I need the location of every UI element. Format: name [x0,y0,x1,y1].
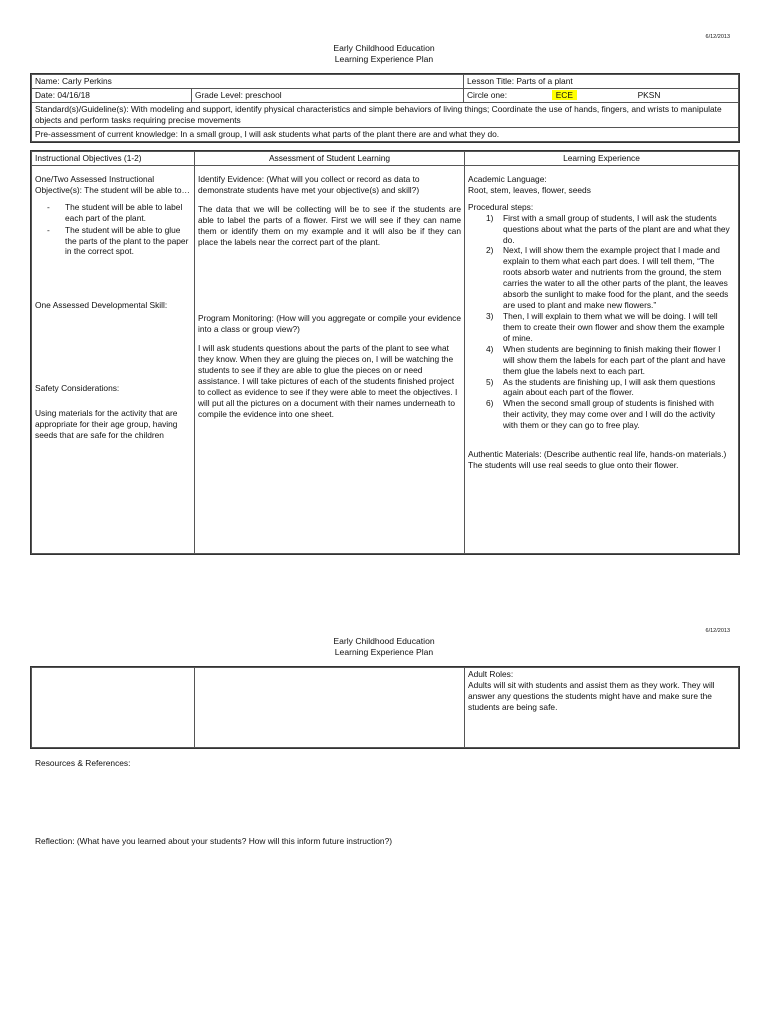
authentic-materials-label: Authentic Materials: (Describe authentic real life, hands-on materials.) [468,449,727,460]
identify-evidence-label: Identify Evidence: (What will you collect or record as data to demonstrate students have met your objective(s) and skill?) [198,173,420,195]
resources-label: Resources & References: [35,758,131,768]
procedural-step: 1) First with a small group of students, I will ask the students questions about what the parts of the plant are and what they do. [486,212,730,245]
header-subtitle: Learning Experience Plan [334,646,434,657]
lesson-info-table [30,73,740,143]
col-header-objectives: Instructional Objectives (1-2) [32,152,195,166]
experience-cell [465,165,739,553]
dev-skill-label: One Assessed Developmental Skill: [35,300,168,311]
name-cell: Name: Carly Perkins [32,75,464,89]
adult-roles-text: Adults will sit with students and assist them as they work. They will answer any questions the students might have and make sure the students are being safe. [468,679,715,712]
monitoring-text: I will ask students questions about the parts of the plant to see what they know. When they are gluing the pieces on, I will be watching the students to see if they are able to glue the pieces on or need assistance. I will take pictures of each of the students finished project to collect as evidence to see if they were able to meet the objectives. I will put all the pictures on a document with their names underneath to compile the evidence into one sheet. [198,343,458,419]
academic-language-text: Root, stem, leaves, flower, seeds [468,184,591,195]
empty-cell-middle [195,668,465,748]
authentic-materials-text: The students will use real seeds to glue onto their flower. [468,460,679,471]
adult-roles-label: Adult Roles: [468,669,514,679]
empty-cell-left [32,668,195,748]
header-subtitle: Learning Experience Plan [334,53,434,64]
safety-label: Safety Considerations: [35,383,120,394]
document-header-page2 [0,636,768,657]
procedural-step: 5) As the students are finishing up, I will ask them questions again about each part of the flower. [486,376,716,398]
header-title: Early Childhood Education [333,636,435,646]
circle-option-ece: ECE [552,90,577,100]
col-header-assessment: Assessment of Student Learning [195,152,465,166]
circle-one-label: Circle one: [467,89,508,100]
document-header [0,43,768,64]
procedural-step: 2) Next, I will show them the example project that I made and explain to them what each part does. I will tell them, “The roots absorb water and nutrients from the ground, the stem carries the water to all the other parts of the plant, the leaves absorb the sunlight to make food for the plant, and the seeds are used to plant and make new flowers.” [486,245,729,311]
objectives-list [35,202,191,258]
evidence-text: The data that we will be collecting will be to see if the students are able to label the parts of a flower. First we will see if they can name them or identify them on my example and it will also be if they can place the labels near the correct part of the plant. [198,203,461,247]
procedural-step: 3) Then, I will explain to them what we will be doing. I will tell them to create their own flower and show them the example of mine. [486,310,725,343]
objective-item: - The student will be able to glue the parts of the plant to the paper in the correct spot. [41,225,191,258]
procedural-step: 6) When the second small group of students is finished with their activity, they may come over and I will do the activity with them or they can go to free play. [486,398,716,431]
standards-cell: Standard(s)/Guideline(s): With modeling and support, identify physical characteristics and simple behaviors of living things; Coordinate the use of hands, fingers, and wrists to manipulate objects and perform tasks requiring precise movements [32,102,739,127]
adult-roles-cell [465,668,739,748]
header-title: Early Childhood Education [333,43,435,53]
date-stamp-page2: 6/12/2013 [705,628,730,634]
program-monitoring-label: Program Monitoring: (How will you aggregate or compile your evidence into a class or group view?) [198,313,462,335]
procedural-steps-list [468,213,732,431]
adult-roles-table [30,666,740,749]
lesson-title-cell: Lesson Title: Parts of a plant [464,75,739,89]
pre-assessment-cell: Pre-assessment of current knowledge: In a small group, I will ask students what parts of the plant there are and what they do. [32,127,739,141]
date-cell: Date: 04/16/18 [32,88,192,102]
academic-language-label: Academic Language: [468,173,547,184]
col-header-experience: Learning Experience [465,152,739,166]
plan-table [30,150,740,555]
circle-one-cell [464,88,739,102]
date-stamp: 6/12/2013 [705,34,730,40]
objective-item: - The student will be able to label each part of the plant. [41,202,191,224]
procedural-steps-label: Procedural steps: [468,201,534,212]
reflection-label: Reflection: (What have you learned about your students? How will this inform future instruction?) [35,836,393,846]
objectives-intro: One/Two Assessed Instructional Objective(s): The student will be able to… [35,173,190,195]
assessment-cell [195,165,465,553]
grade-level-cell: Grade Level: preschool [192,88,464,102]
objectives-cell [32,165,195,553]
procedural-step: 4) When students are beginning to finish making their flower I will show them the labels for each part of the plant and have them glue the labels next to each part. [486,343,726,376]
safety-text: Using materials for the activity that are appropriate for their age group, having seeds that are safe for the children [35,408,178,441]
circle-option-pksn: PKSN [637,89,661,100]
